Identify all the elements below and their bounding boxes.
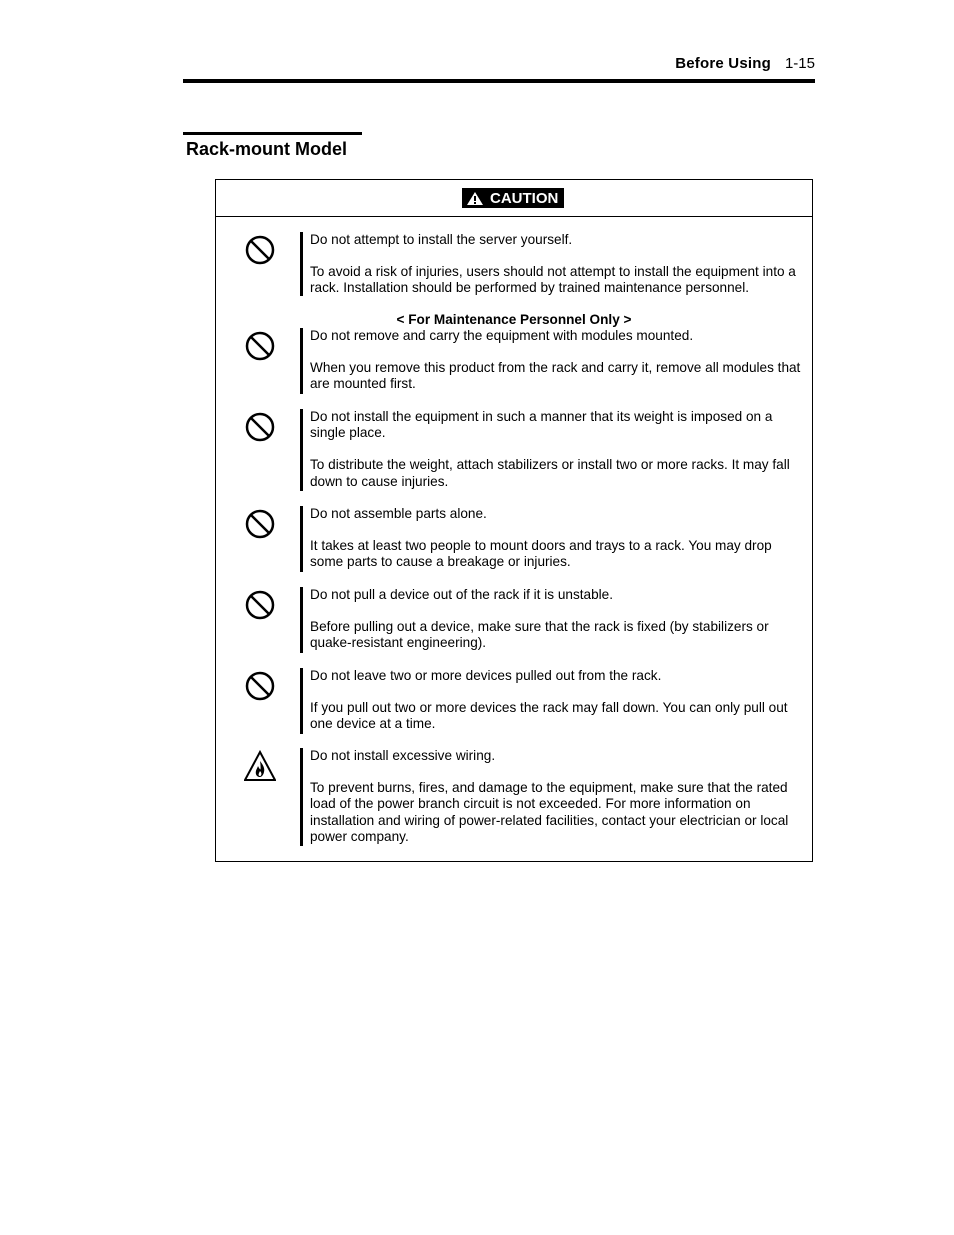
page-header bbox=[183, 55, 815, 75]
prohibition-icon bbox=[244, 330, 276, 362]
item-main: Do not assemble parts alone. bbox=[310, 506, 487, 521]
item-main: Do not install the equipment in such a manner that its weight is imposed on a single place. bbox=[310, 409, 773, 441]
item-bar bbox=[300, 328, 303, 394]
item-bar bbox=[300, 506, 303, 572]
item-main: Do not pull a device out of the rack if it is unstable. bbox=[310, 587, 614, 602]
title-rule bbox=[183, 132, 362, 135]
prohibition-icon bbox=[244, 411, 276, 443]
item-text bbox=[310, 748, 808, 845]
prohibition-icon bbox=[244, 508, 276, 540]
item-bar bbox=[300, 232, 303, 296]
warning-triangle-icon bbox=[466, 191, 484, 206]
item-detail: To distribute the weight, attach stabilizers or install two or more racks. It may fall down to cause injuries. bbox=[310, 457, 790, 489]
caution-box bbox=[215, 179, 813, 862]
prohibition-icon bbox=[244, 670, 276, 702]
item-bar bbox=[300, 668, 303, 734]
item-detail: To avoid a risk of injuries, users should not attempt to install the equipment into a rack. Installation should be performed by trained maintenance personnel. bbox=[310, 264, 796, 296]
maintenance-subheading: < For Maintenance Personnel Only > bbox=[396, 312, 632, 327]
item-bar bbox=[300, 587, 303, 653]
item-main: Do not attempt to install the server yourself. bbox=[310, 232, 573, 247]
item-text bbox=[310, 232, 808, 297]
item-main: Do not leave two or more devices pulled out from the rack. bbox=[310, 668, 662, 683]
item-text bbox=[310, 587, 808, 652]
section-title: Rack-mount Model bbox=[186, 139, 348, 159]
item-text bbox=[310, 506, 808, 571]
caution-label bbox=[462, 188, 564, 208]
item-bar bbox=[300, 409, 303, 491]
caution-header bbox=[216, 180, 812, 217]
item-detail: When you remove this product from the rack and carry it, remove all modules that are mounted first. bbox=[310, 360, 801, 392]
header-rule bbox=[183, 79, 815, 83]
item-detail: It takes at least two people to mount doors and trays to a rack. You may drop some parts to cause a breakage or injuries. bbox=[310, 538, 772, 570]
item-bar bbox=[300, 748, 303, 846]
header-page-number: 1-15 bbox=[784, 55, 815, 72]
item-text bbox=[310, 668, 808, 733]
item-main: Do not install excessive wiring. bbox=[310, 748, 496, 763]
header-section-title: Before Using bbox=[675, 55, 771, 72]
item-detail: If you pull out two or more devices the rack may fall down. You can only pull out one device at a time. bbox=[310, 700, 788, 732]
item-detail: Before pulling out a device, make sure that the rack is fixed (by stabilizers or quake-resistant engineering). bbox=[310, 619, 769, 651]
fire-warning-icon bbox=[244, 750, 276, 782]
caution-label-text: CAUTION bbox=[490, 189, 559, 207]
item-detail: To prevent burns, fires, and damage to the equipment, make sure that the rated load of the power branch circuit is not exceeded. For more information on installation and wiring of power-related facilities, contact your electrician or local power company. bbox=[310, 780, 789, 844]
item-main: Do not remove and carry the equipment with modules mounted. bbox=[310, 328, 694, 343]
prohibition-icon bbox=[244, 234, 276, 266]
prohibition-icon bbox=[244, 589, 276, 621]
item-text bbox=[310, 328, 808, 393]
item-text bbox=[310, 409, 808, 490]
